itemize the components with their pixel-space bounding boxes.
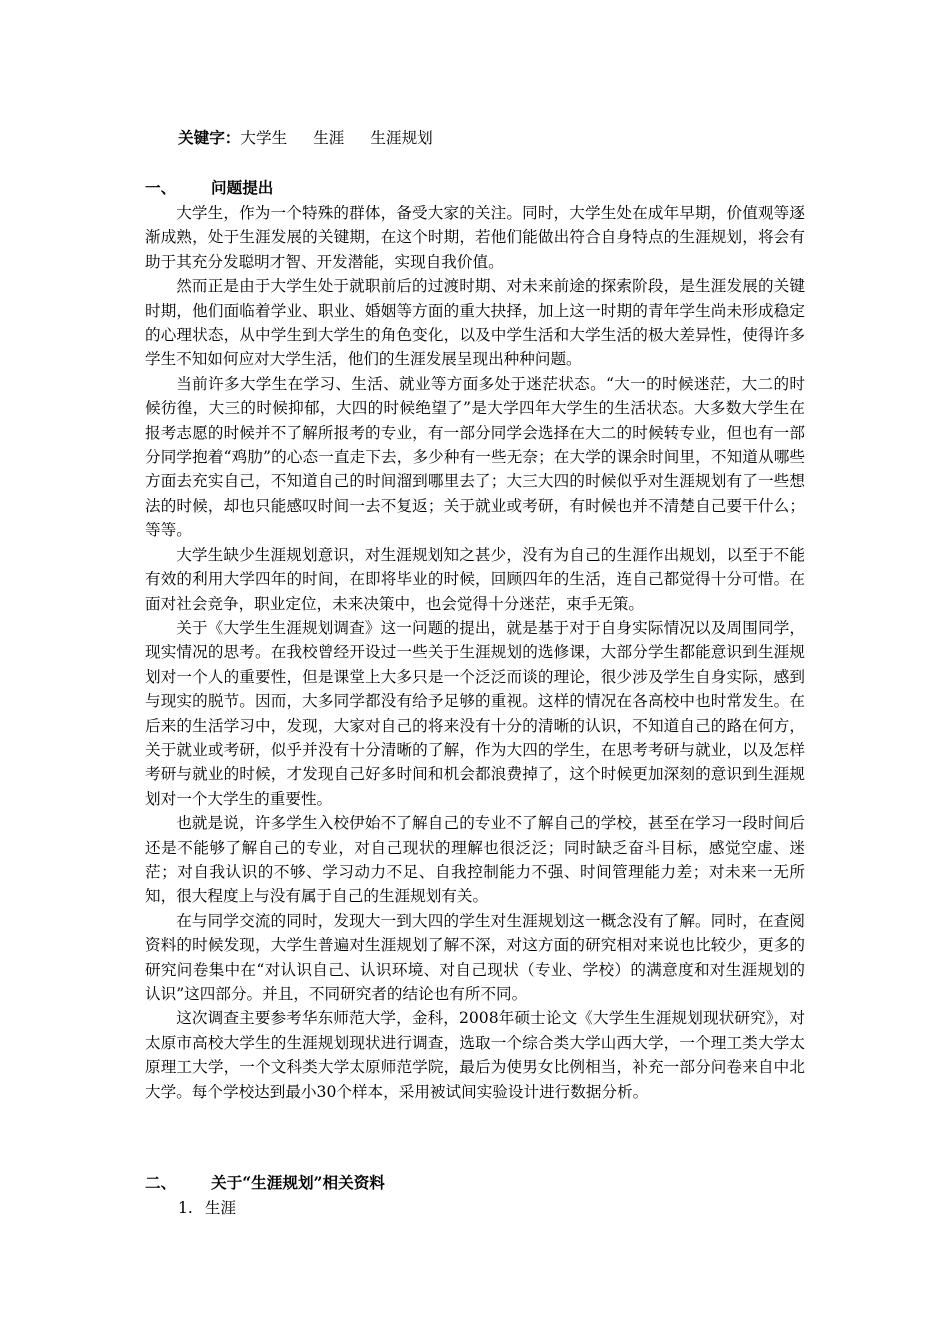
section-title: 关于“生涯规划”相关资料 [211, 1173, 385, 1192]
section-heading-1 [145, 176, 273, 200]
paragraph: 大学生，作为一个特殊的群体，备受大家的关注。同时，大学生处在成年早期，价值观等逐渐成熟，处于生涯发展的关键期，在这个时期，若他们能做出符合自身特点的生涯规划，将会有助于其充分发聪明才智、开发潜能，实现自我价值。 [145, 204, 805, 271]
subsection-title: 生涯 [204, 1199, 237, 1217]
keywords-line [178, 126, 459, 150]
section-1-body [145, 201, 805, 1104]
paragraph: 关于《大学生生涯规划调查》这一问题的提出，就是基于对于自身实际情况以及周围同学，现实情况的思考。在我校曾经开设过一些关于生涯规划的选修课，大部分学生都能意识到生涯规划对一个人的重要性，但是课堂上大多只是一个泛泛而谈的理论，很少涉及学生自身实际，感到与现实的脱节。因而，大多同学都没有给予足够的重视。这样的情况在各高校中也时常发生。在后来的生活学习中，发现，大家对自己的将来没有十分的清晰的认识，不知道自己的路在何方，关于就业或考研，似乎并没有十分清晰的了解，作为大四的学生，在思考考研与就业，以及怎样考研与就业的时候，才发现自己好多时间和机会都浪费掉了，这个时候更加深刻的意识到生涯规划对一个大学生的重要性。 [145, 618, 805, 808]
keywords-label: 关键字： [178, 128, 241, 147]
section-heading-2 [145, 1171, 385, 1195]
section-title: 问题提出 [211, 178, 274, 197]
paragraph: 当前许多大学生在学习、生活、就业等方面多处于迷茫状态。“大一的时候迷茫，大二的时候彷徨，大三的时候抑郁，大四的时候绝望了”是大学四年大学生的生活状态。大多数大学生在报考志愿的时候并不了解所报考的专业，有一部分同学会选择在大二的时候转专业，但也有一部分同学抱着“鸡肋”的心态一直走下去，多少种有一些无奈；在大学的课余时间里，不知道从哪些方面去充实自己，不知道自己的时间溜到哪里去了；大三大四的时候似乎对生涯规划有了一些想法的时候，却也只能感叹时间一去不复返；关于就业或考研，有时候也并不清楚自己要干什么；等等。 [145, 374, 805, 540]
paragraph: 然而正是由于大学生处于就职前后的过渡时期、对未来前途的探索阶段，是生涯发展的关键时期，他们面临着学业、职业、婚姻等方面的重大抉择，加上这一时期的青年学生尚未形成稳定的心理状态，从中学生到大学生的角色变化，以及中学生活和大学生活的极大差异性，使得许多学生不知如何应对大学生活，他们的生涯发展呈现出种种问题。 [145, 277, 805, 369]
subsection-number: 1. [178, 1199, 193, 1217]
paragraph: 也就是说，许多学生入校伊始不了解自己的专业不了解自己的学校，甚至在学习一段时间后还是不能够了解自己的专业，对自己现状的理解也很泛泛；同时缺乏奋斗目标，感觉空虚、迷茫；对自我认识的不够、学习动力不足、自我控制能力不强、时间管理能力差；对未来一无所知，很大程度上与没有属于自己的生涯规划有关。 [145, 814, 805, 906]
keyword-item: 生涯规划 [370, 129, 433, 147]
paragraph: 大学生缺少生涯规划意识，对生涯规划知之甚少，没有为自己的生涯作出规划，以至于不能有效的利用大学四年的时间，在即将毕业的时候，回顾四年的生活，连自己都觉得十分可惜。在面对社会竞争，职业定位，未来决策中，也会觉得十分迷茫，束手无策。 [145, 545, 805, 613]
keyword-item: 生涯 [313, 129, 345, 147]
paragraph: 这次调查主要参考华东师范大学，金科，2008年硕士论文《大学生生涯规划现状研究》，对太原市高校大学生的生涯规划现状进行调查，选取一个综合类大学山西大学，一个理工类大学太原理工大学，一个文科类大学太原师范学院，最后为使男女比例相当，补充一部分问卷来自中北大学。每个学校达到最小30个样本，采用被试间实验设计进行数据分析。 [145, 1009, 805, 1101]
section-number: 一、 [145, 178, 177, 197]
subsection-item [178, 1196, 236, 1220]
section-number: 二、 [145, 1173, 177, 1192]
keyword-item: 大学生 [240, 129, 288, 147]
paragraph: 在与同学交流的同时，发现大一到大四的学生对生涯规划这一概念没有了解。同时，在查阅资料的时候发现，大学生普遍对生涯规划了解不深，对这方面的研究相对来说也比较少，更多的研究问卷集中在“对认识自己、认识环境、对自己现状（专业、学校）的满意度和对生涯规划的认识”这四部分。并且，不同研究者的结论也有所不同。 [145, 911, 805, 1003]
